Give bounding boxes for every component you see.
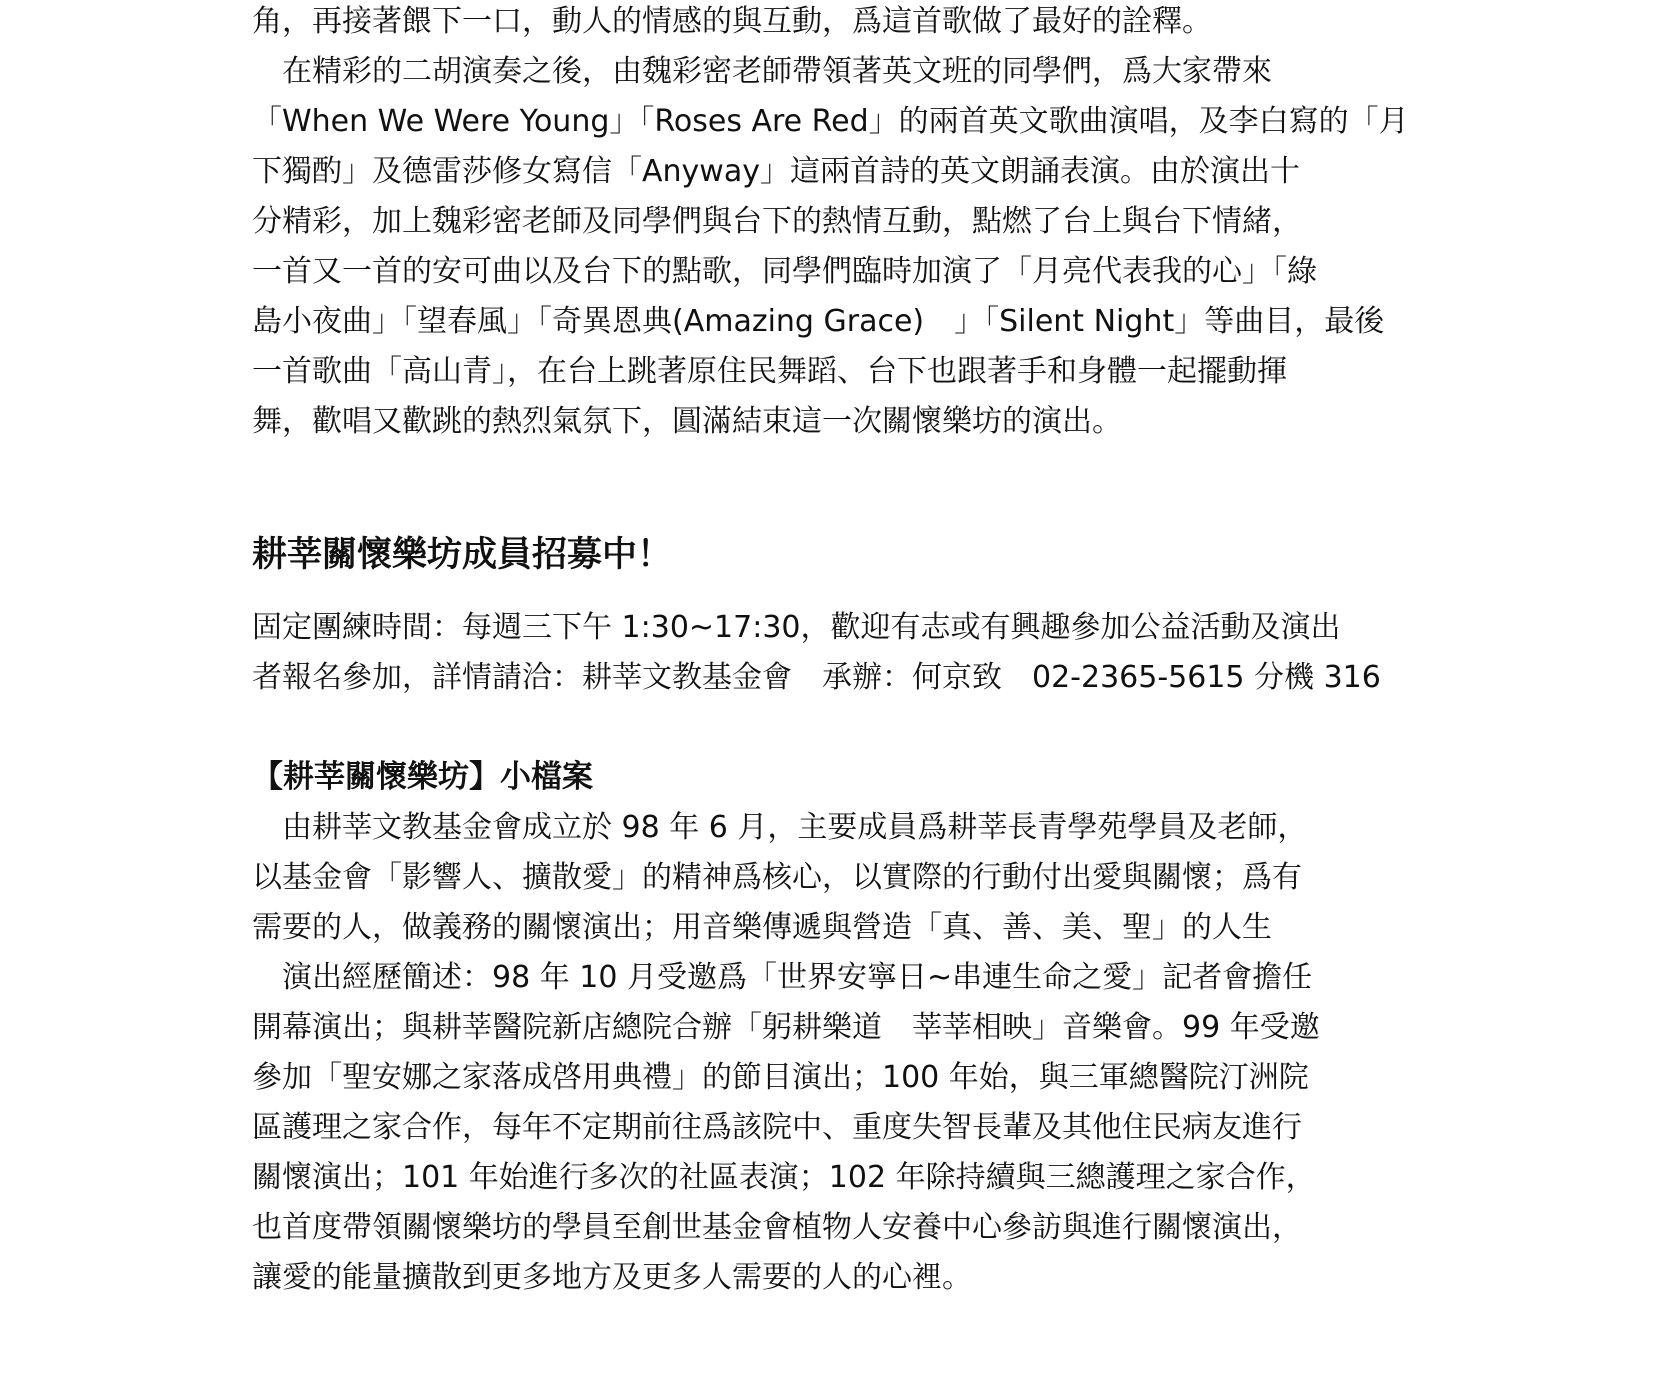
paragraph-line: 分精彩，加上魏彩密老師及同學們與台下的熱情互動，點燃了台上與台下情緒， (252, 204, 1302, 239)
profile-line: 也首度帶領關懷樂坊的學員至創世基金會植物人安養中心參訪與進行關懷演出， (252, 1210, 1302, 1245)
recruit-heading: 耕莘關懷樂坊成員招募中！ (252, 535, 673, 575)
profile-line: 參加「聖安娜之家落成啓用典禮」的節目演出；100 年始，與三軍總醫院汀洲院 (252, 1060, 1309, 1095)
profile-line: 讓愛的能量擴散到更多地方及更多人需要的人的心裡。 (252, 1260, 972, 1295)
profile-line: 以基金會「影響人、擴散愛」的精神爲核心，以實際的行動付出愛與關懷；爲有 (252, 860, 1302, 895)
paragraph-line: 島小夜曲」「望春風」「奇異恩典(Amazing Grace) 」「Silent Night」等曲目，最後 (252, 304, 1385, 339)
profile-line: 演出經歷簡述：98 年 10 月受邀爲「世界安寧日~串連生命之愛」記者會擔任 (252, 960, 1313, 995)
profile-line: 由耕莘文教基金會成立於 98 年 6 月，主要成員爲耕莘長青學苑學員及老師， (252, 810, 1308, 845)
paragraph-line: 「When We Were Young」「Roses Are Red」的兩首英文歌曲演唱，及李白寫的「月 (252, 104, 1409, 139)
recruit-line: 固定團練時間：每週三下午 1:30~17:30，歡迎有志或有興趣參加公益活動及演出 (252, 610, 1341, 645)
paragraph-line: 一首歌曲「高山青」，在台上跳著原住民舞蹈、台下也跟著手和身體一起擺動揮 (252, 354, 1287, 389)
profile-line: 關懷演出；101 年始進行多次的社區表演；102 年除持續與三總護理之家合作， (252, 1160, 1316, 1195)
paragraph-line: 角，再接著餵下一口，動人的情感的與互動，爲這首歌做了最好的詮釋。 (252, 4, 1212, 39)
profile-heading: 【耕莘關懷樂坊】小檔案 (252, 759, 593, 795)
recruit-line: 者報名參加，詳情請洽：耕莘文教基金會 承辦：何京致 02-2365-5615 分機 316 (252, 660, 1381, 695)
profile-line: 開幕演出；與耕莘醫院新店總院合辦「躬耕樂道 莘莘相映」音樂會。99 年受邀 (252, 1010, 1320, 1045)
paragraph-line: 一首又一首的安可曲以及台下的點歌，同學們臨時加演了「月亮代表我的心」「綠 (252, 254, 1317, 289)
profile-line: 需要的人，做義務的關懷演出；用音樂傳遞與營造「真、善、美、聖」的人生 (252, 910, 1272, 945)
paragraph-line: 舞，歡唱又歡跳的熱烈氣氛下，圓滿結束這一次關懷樂坊的演出。 (252, 404, 1122, 439)
paragraph-line: 在精彩的二胡演奏之後，由魏彩密老師帶領著英文班的同學們，爲大家帶來 (252, 54, 1272, 89)
document-page (252, 0, 1412, 1375)
profile-line: 區護理之家合作，每年不定期前往爲該院中、重度失智長輩及其他住民病友進行 (252, 1110, 1302, 1145)
paragraph-line: 下獨酌」及德雷莎修女寫信「Anyway」這兩首詩的英文朗誦表演。由於演出十 (252, 154, 1300, 189)
